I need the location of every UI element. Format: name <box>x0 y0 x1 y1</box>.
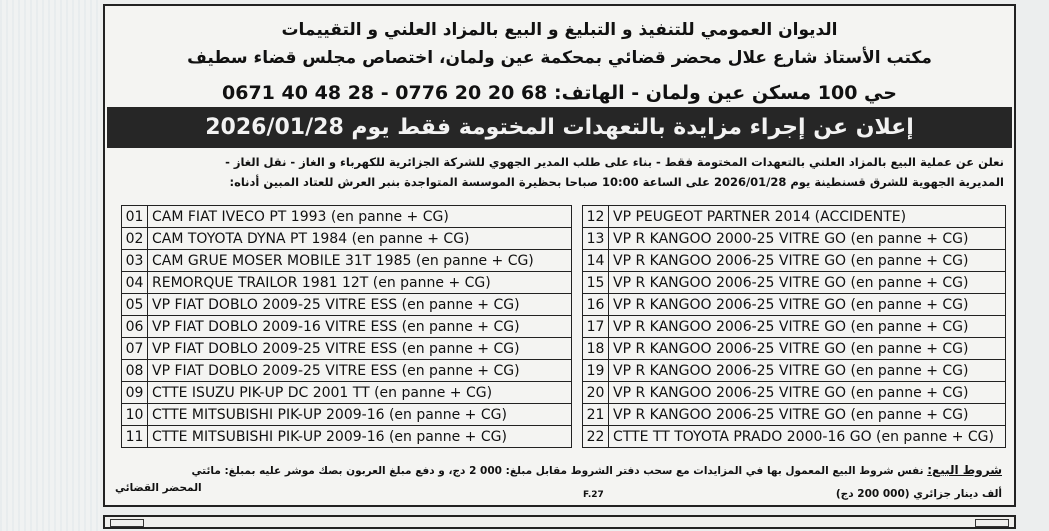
item-number: 17 <box>583 316 609 338</box>
item-row <box>583 250 1006 272</box>
item-row <box>122 250 572 272</box>
next-notice-box-left <box>110 519 144 527</box>
item-number: 06 <box>122 316 148 338</box>
sale-terms-text: نفس شروط البيع المعمول بها في المزايدات مع سحب دفتر الشروط مقابل مبلغ: 000 2 دج، و دفع مبلغ العربون بصك موشر عليه بمبلغ: مائتي <box>191 465 924 477</box>
item-description: CTTE ISUZU PIK-UP DC 2001 TT (en panne + CG) <box>148 382 572 404</box>
item-row <box>583 228 1006 250</box>
intro-line-1: نعلن عن عملية البيع بالمزاد العلني بالتعهدات المختومة فقط - بناء على طلب المدير الجهوي للشركة الجزائرية للكهرباء و الغاز - نقل الغاز - <box>225 155 1004 169</box>
item-number: 03 <box>122 250 148 272</box>
item-row <box>122 404 572 426</box>
item-number: 10 <box>122 404 148 426</box>
item-description: VP R KANGOO 2006-25 VITRE GO (en panne + CG) <box>609 250 1006 272</box>
item-description: VP R KANGOO 2000-25 VITRE GO (en panne + CG) <box>609 228 1006 250</box>
item-number: 11 <box>122 426 148 448</box>
item-description: CAM GRUE MOSER MOBILE 31T 1985 (en panne + CG) <box>148 250 572 272</box>
item-number: 01 <box>122 206 148 228</box>
item-row <box>583 316 1006 338</box>
item-description: CTTE MITSUBISHI PIK-UP 2009-16 (en panne + CG) <box>148 404 572 426</box>
next-notice-edge <box>103 515 1016 529</box>
item-number: 08 <box>122 360 148 382</box>
item-number: 09 <box>122 382 148 404</box>
item-row <box>583 294 1006 316</box>
reference-code: F.27 <box>583 490 604 500</box>
item-number: 22 <box>583 426 609 448</box>
item-description: CAM TOYOTA DYNA PT 1984 (en panne + CG) <box>148 228 572 250</box>
item-number: 04 <box>122 272 148 294</box>
items-table-right <box>582 205 1006 448</box>
item-number: 16 <box>583 294 609 316</box>
item-row <box>122 272 572 294</box>
item-description: CAM FIAT IVECO PT 1993 (en panne + CG) <box>148 206 572 228</box>
item-description: VP R KANGOO 2006-25 VITRE GO (en panne + CG) <box>609 382 1006 404</box>
item-description: VP R KANGOO 2006-25 VITRE GO (en panne + CG) <box>609 338 1006 360</box>
item-description: REMORQUE TRAILOR 1981 12T (en panne + CG) <box>148 272 572 294</box>
auction-banner: إعلان عن إجراء مزايدة بالتعهدات المختومة فقط يوم 2026/01/28 <box>107 107 1012 148</box>
item-number: 07 <box>122 338 148 360</box>
item-row <box>122 382 572 404</box>
item-row <box>122 206 572 228</box>
item-row <box>583 360 1006 382</box>
item-number: 15 <box>583 272 609 294</box>
item-number: 21 <box>583 404 609 426</box>
office-contact: حي 100 مسكن عين ولمان - الهاتف: 68 20 20 0776 - 28 48 40 0671 <box>222 82 897 104</box>
item-number: 05 <box>122 294 148 316</box>
item-number: 18 <box>583 338 609 360</box>
item-number: 02 <box>122 228 148 250</box>
next-notice-box-right <box>975 519 1009 527</box>
items-table-left <box>121 205 572 448</box>
item-row <box>122 338 572 360</box>
item-row <box>583 206 1006 228</box>
item-row <box>583 338 1006 360</box>
item-number: 13 <box>583 228 609 250</box>
item-description: VP R KANGOO 2006-25 VITRE GO (en panne + CG) <box>609 272 1006 294</box>
item-row <box>583 426 1006 448</box>
sale-terms-label: شروط البيع: <box>927 463 1002 477</box>
item-description: VP R KANGOO 2006-25 VITRE GO (en panne + CG) <box>609 294 1006 316</box>
item-row <box>122 426 572 448</box>
background-texture <box>0 0 100 531</box>
item-description: VP FIAT DOBLO 2009-25 VITRE ESS (en panne + CG) <box>148 294 572 316</box>
item-description: VP FIAT DOBLO 2009-25 VITRE ESS (en panne + CG) <box>148 338 572 360</box>
sale-terms <box>192 463 1002 477</box>
intro-line-2: المديرية الجهوية للشرق قسنطينة يوم 2026/01/28 على الساعة 10:00 صباحا بحظيرة الموسسة المتواجدة بنبر العرش للعتاد المبين أدناه: <box>229 175 1004 189</box>
item-row <box>122 360 572 382</box>
item-description: VP R KANGOO 2006-25 VITRE GO (en panne + CG) <box>609 360 1006 382</box>
item-row <box>583 272 1006 294</box>
item-row <box>583 404 1006 426</box>
item-description: VP PEUGEOT PARTNER 2014 (ACCIDENTE) <box>609 206 1006 228</box>
item-description: VP FIAT DOBLO 2009-16 VITRE ESS (en panne + CG) <box>148 316 572 338</box>
sale-terms-continued: ألف دينار جزائري (000 200 دج) <box>835 488 1002 500</box>
office-address: مكتب الأستاذ شارع علال محضر قضائي بمحكمة عين ولمان، اختصاص مجلس قضاء سطيف <box>187 48 932 68</box>
item-description: CTTE MITSUBISHI PIK-UP 2009-16 (en panne + CG) <box>148 426 572 448</box>
office-name: الديوان العمومي للتنفيذ و التبليغ و البيع بالمزاد العلني و التقييمات <box>281 20 838 40</box>
item-number: 20 <box>583 382 609 404</box>
item-number: 12 <box>583 206 609 228</box>
item-row <box>122 316 572 338</box>
item-number: 19 <box>583 360 609 382</box>
item-description: VP FIAT DOBLO 2009-25 VITRE ESS (en panne + CG) <box>148 360 572 382</box>
item-row <box>583 382 1006 404</box>
item-description: VP R KANGOO 2006-25 VITRE GO (en panne + CG) <box>609 404 1006 426</box>
item-row <box>122 294 572 316</box>
auction-notice <box>103 4 1016 507</box>
item-description: CTTE TT TOYOTA PRADO 2000-16 GO (en panne + CG) <box>609 426 1006 448</box>
bailiff-signature: المحضر القضائي <box>115 482 202 494</box>
item-description: VP R KANGOO 2006-25 VITRE GO (en panne + CG) <box>609 316 1006 338</box>
item-number: 14 <box>583 250 609 272</box>
item-row <box>122 228 572 250</box>
